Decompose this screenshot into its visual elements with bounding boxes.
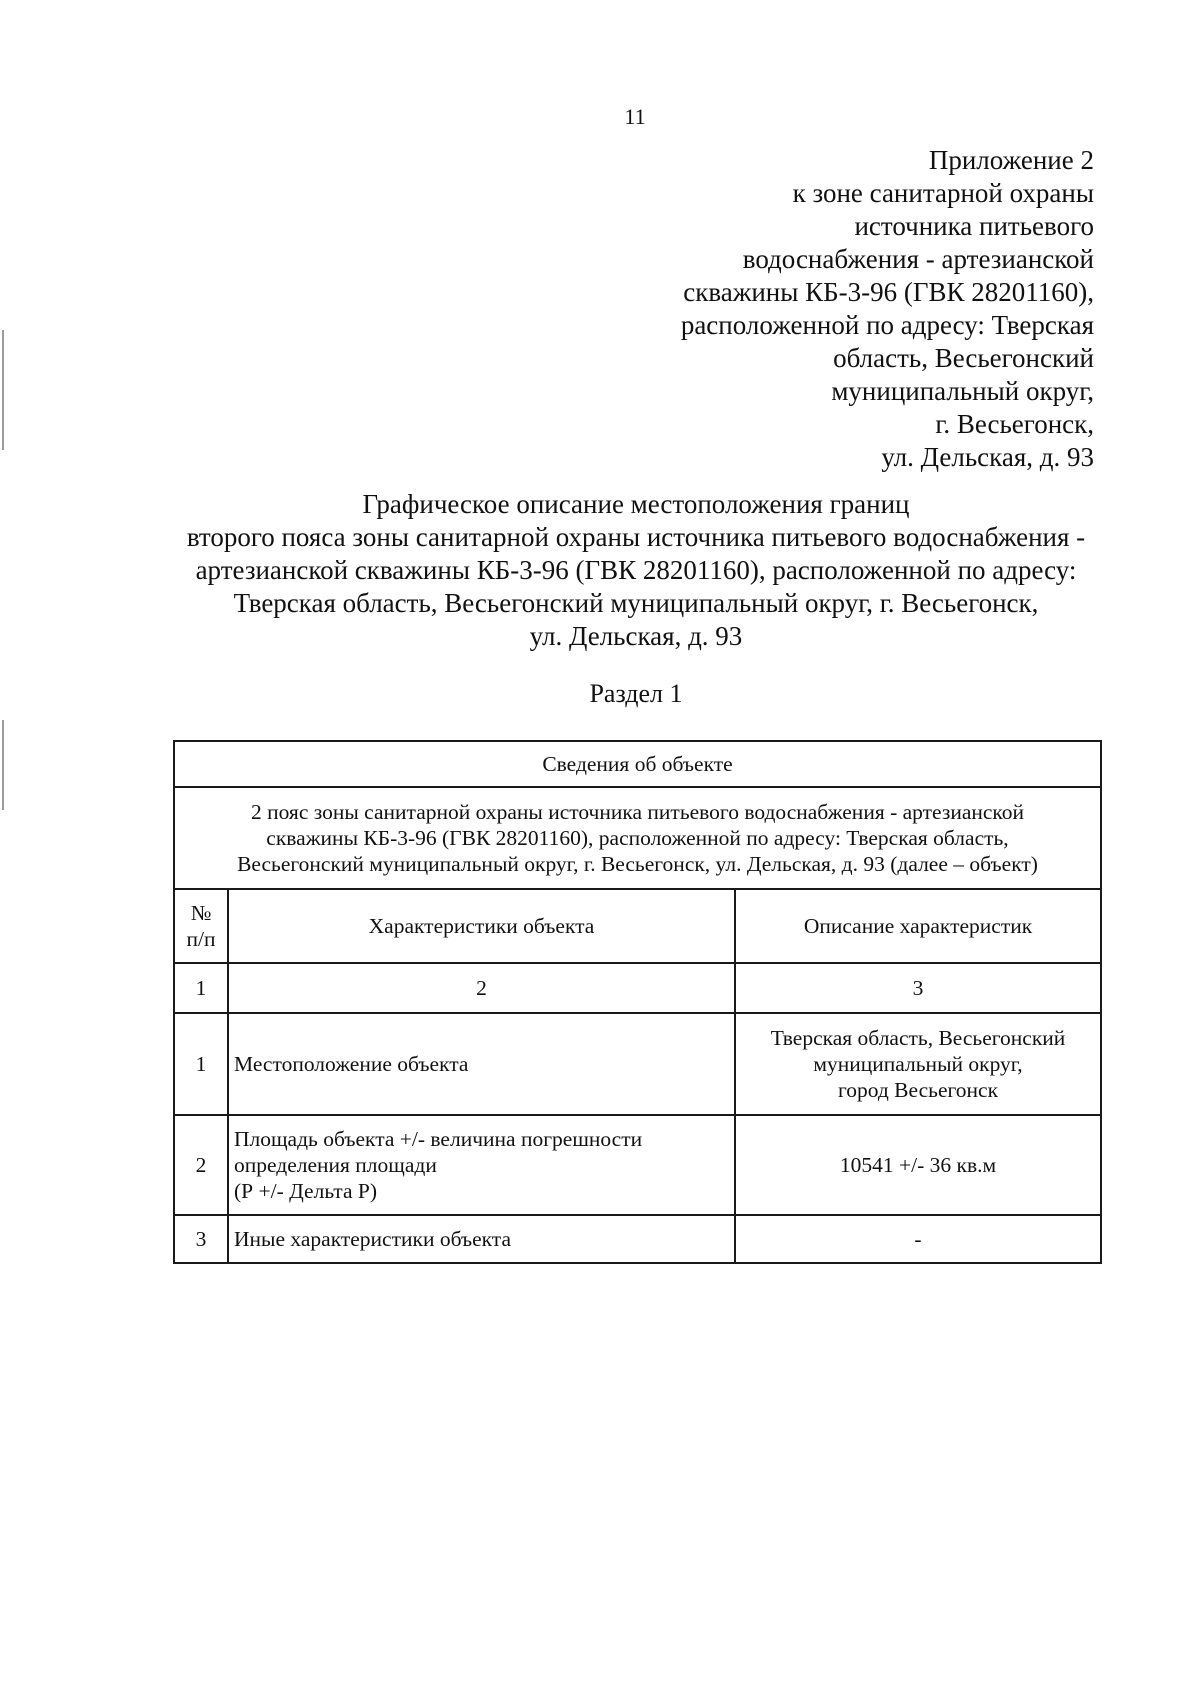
appendix-line: Приложение 2 [928,145,1094,175]
row-characteristic-line: определения площади [234,1153,437,1177]
row-description-line: 10541 +/- 36 кв.м [839,1153,997,1177]
title-line: артезианской скважины КБ-3-96 (ГВК 28201160), расположенной по адресу: [195,555,1077,585]
object-description [174,787,1101,889]
appendix-line: скважины КБ-3-96 (ГВК 28201160), [683,277,1094,307]
column-header-num-line: № [190,901,212,925]
scan-margin-mark [2,720,4,810]
appendix-line: к зоне санитарной охраны [792,178,1094,208]
object-description-line: 2 пояс зоны санитарной охраны источника питьевого водоснабжения - артезианской [250,800,1025,824]
appendix-line: ул. Дельская, д. 93 [881,442,1094,472]
appendix-line: область, Весьегонский [833,343,1094,373]
object-info-table [173,740,1102,1264]
table-row [174,1115,1101,1215]
table-header: Сведения об объекте [174,741,1101,787]
row-number: 1 [174,1013,228,1115]
row-characteristic-line: Местоположение объекта [234,1052,469,1076]
column-numbers-row [174,963,1101,1013]
row-characteristic [228,1013,735,1115]
row-characteristic-line: Площадь объекта +/- величина погрешности [234,1127,643,1151]
row-description [735,1215,1101,1263]
title-line: второго пояса зоны санитарной охраны источника питьевого водоснабжения - [186,522,1086,552]
appendix-line: водоснабжения - артезианской [742,244,1094,274]
appendix-block [534,144,1094,474]
row-description-line: муниципальный округ, [813,1052,1023,1076]
column-number: 1 [174,963,228,1013]
row-number: 2 [174,1115,228,1215]
table-header-row [174,741,1101,787]
appendix-line: муниципальный округ, [831,376,1094,406]
column-header-num-line: п/п [186,927,216,951]
row-number: 3 [174,1215,228,1263]
row-description-line: - [914,1227,922,1251]
title-line: Тверская область, Весьегонский муниципальный округ, г. Весьегонск, [233,588,1039,618]
appendix-line: источника питьевого [854,211,1094,241]
column-number: 3 [735,963,1101,1013]
title-line: ул. Дельская, д. 93 [529,621,743,651]
table-row [174,1215,1101,1263]
object-description-line: скважины КБ-3-96 (ГВК 28201160), расположенной по адресу: Тверская область, [266,826,1009,850]
page-number: 11 [624,104,646,129]
column-headers-row [174,889,1101,963]
column-header-description: Описание характеристик [735,889,1101,963]
row-description [735,1013,1101,1115]
row-characteristic-line: Иные характеристики объекта [234,1227,512,1251]
appendix-line: г. Весьегонск, [935,409,1094,439]
column-header-characteristics: Характеристики объекта [228,889,735,963]
table-row [174,1013,1101,1115]
row-characteristic-line: (Р +/- Дельта Р) [234,1179,378,1203]
section-heading: Раздел 1 [589,679,683,708]
document-title [120,488,1152,653]
row-description [735,1115,1101,1215]
row-description-line: Тверская область, Весьегонский [770,1026,1066,1050]
row-characteristic [228,1115,735,1215]
column-number: 2 [228,963,735,1013]
row-characteristic [228,1215,735,1263]
scan-margin-mark [2,330,4,450]
row-description-line: город Весьегонск [837,1078,999,1102]
title-line: Графическое описание местоположения границ [362,489,910,519]
object-description-row [174,787,1101,889]
column-header-num [174,889,228,963]
object-description-line: Весьегонский муниципальный округ, г. Весьегонск, ул. Дельская, д. 93 (далее – объект) [237,852,1038,876]
appendix-line: расположенной по адресу: Тверская [680,310,1094,340]
